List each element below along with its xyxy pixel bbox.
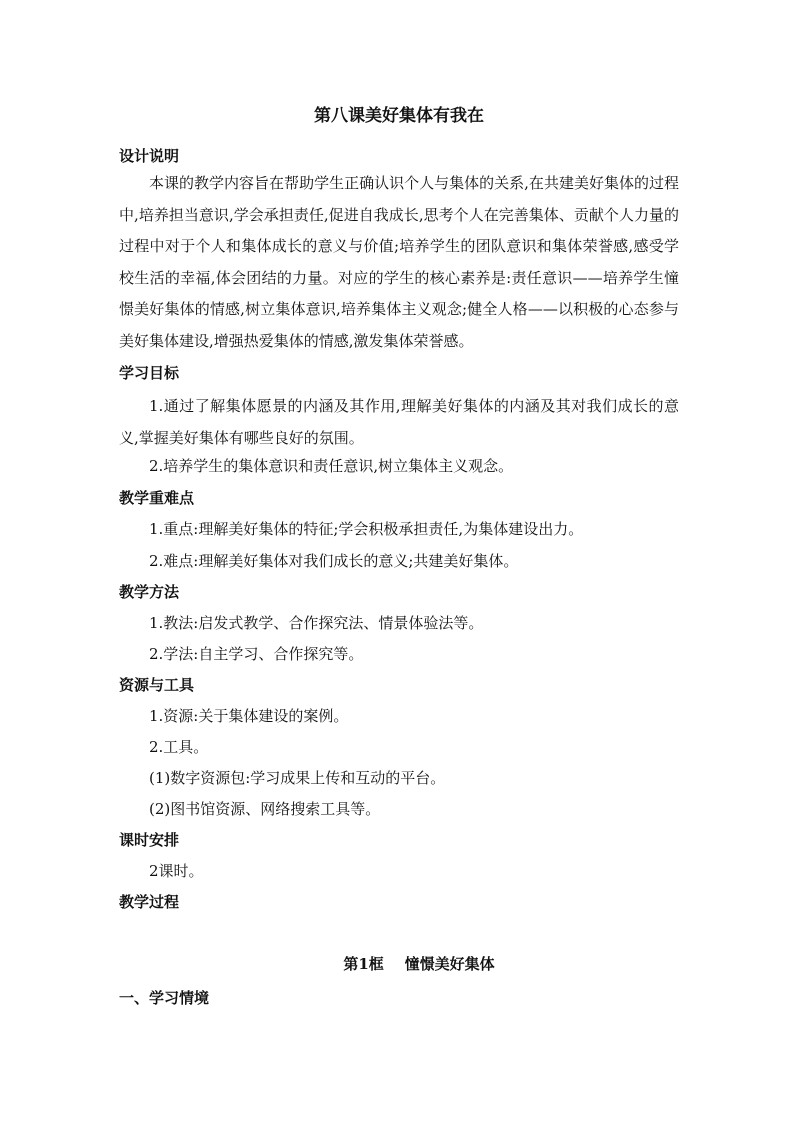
lesson-subtitle: 第1框 憧憬美好集体 (343, 955, 495, 973)
heading-process: 教学过程 (119, 893, 180, 911)
method-item-2: 2.学法:自主学习、合作探究等。 (149, 645, 364, 663)
schedule-item-1: 2课时。 (149, 862, 204, 880)
goal-item-2: 2.培养学生的集体意识和责任意识,树立集体主义观念。 (149, 457, 514, 475)
heading-design: 设计说明 (119, 147, 180, 165)
key-point-item-2: 2.难点:理解美好集体对我们成长的意义;共建美好集体。 (149, 552, 519, 570)
heading-key-points: 教学重难点 (119, 489, 195, 507)
resource-item-2: 2.工具。 (149, 738, 209, 756)
heading-methods: 教学方法 (119, 583, 180, 601)
heading-goals: 学习目标 (119, 364, 180, 382)
design-paragraph: 本课的教学内容旨在帮助学生正确认识个人与集体的关系,在共建美好集体的过程中,培养担当意识,学会承担责任,促进自我成长,思考个人在完善集体、贡献个人力量的过程中对于个人和集体成长的意义与价值;培养学生的团队意识和集体荣誉感,感受学校生活的幸福,体会团结的力量。对应的学生的核心素养是:责任意识——培养学生憧憬美好集体的情感,树立集体意识,培养集体主义观念;健全人格——以积极的心态参与美好集体建设,增强热爱集体的情感,激发集体荣誉感。 (119, 174, 679, 350)
resource-item-3: (1)数字资源包:学习成果上传和互动的平台。 (149, 769, 446, 787)
resource-item-4: (2)图书馆资源、网络搜索工具等。 (149, 800, 381, 818)
method-item-1: 1.教法:启发式教学、合作探究法、情景体验法等。 (149, 614, 484, 632)
key-point-item-1: 1.重点:理解美好集体的特征;学会积极承担责任,为集体建设出力。 (149, 520, 584, 538)
heading-section-one: 一、学习情境 (119, 989, 210, 1007)
heading-schedule: 课时安排 (119, 831, 180, 849)
resource-item-1: 1.资源:关于集体建设的案例。 (149, 707, 349, 725)
heading-resources: 资源与工具 (119, 676, 195, 694)
page-title: 第八课美好集体有我在 (314, 106, 484, 126)
goal-item-1: 1.通过了解集体愿景的内涵及其作用,理解美好集体的内涵及其对我们成长的意义,掌握美好集体有哪些良好的氛围。 (119, 397, 679, 447)
